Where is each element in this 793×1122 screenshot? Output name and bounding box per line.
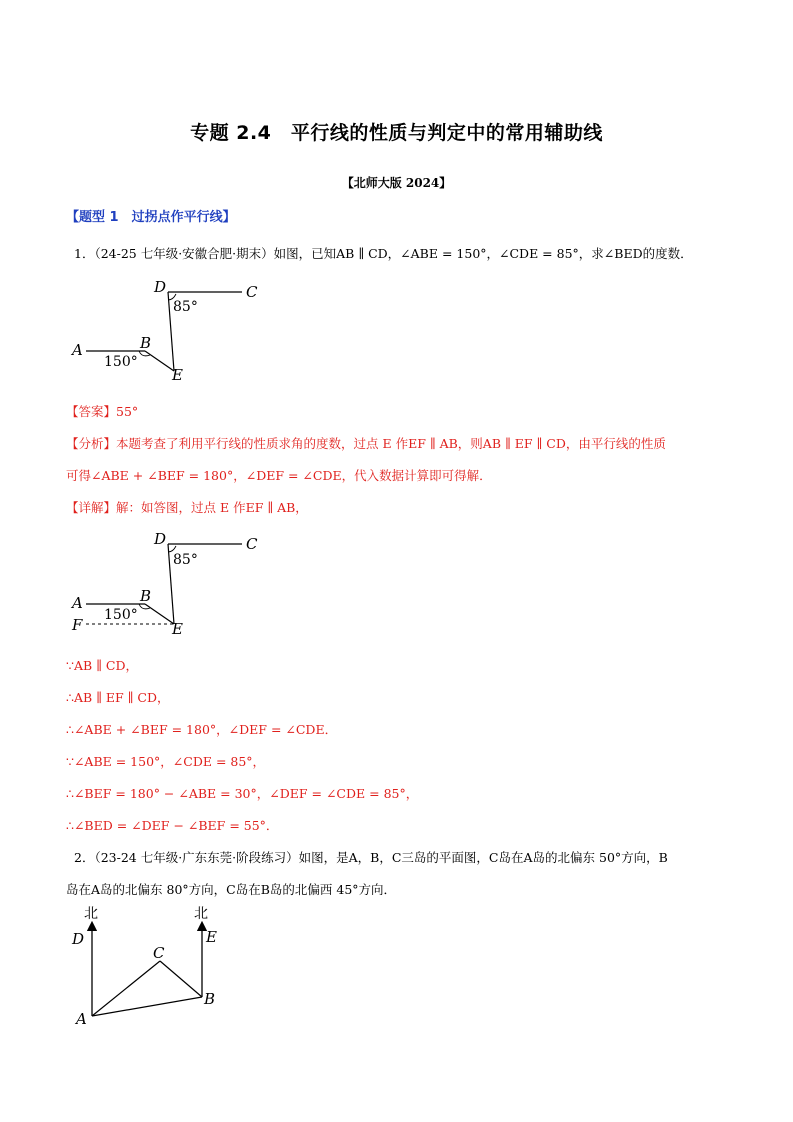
- label-angle-150: 150°: [104, 607, 138, 623]
- page-title: 专题 2.4 平行线的性质与判定中的常用辅助线: [190, 122, 603, 144]
- label-c: C: [153, 944, 165, 962]
- detail-intro: 【详解】解：如答图，过点 E 作EF ∥ AB，: [66, 500, 308, 515]
- analysis-line-2: 可得∠ABE + ∠BEF = 180°，∠DEF = ∠CDE，代入数据计算即可得解．: [66, 468, 492, 483]
- step-2: ∴AB ∥ EF ∥ CD，: [66, 690, 170, 705]
- figure-1: [70, 276, 270, 386]
- label-angle-85: 85°: [173, 552, 198, 568]
- label-b: B: [140, 587, 152, 605]
- label-a: A: [72, 341, 83, 359]
- label-d: D: [154, 278, 167, 296]
- label-e: E: [172, 366, 183, 384]
- edition-label: 【北师大版 2024】: [341, 176, 452, 190]
- section-heading: 【题型 1 过拐点作平行线】: [66, 210, 236, 225]
- label-d: D: [72, 930, 85, 948]
- label-e: E: [206, 928, 217, 946]
- figure-3: [70, 902, 250, 1027]
- label-f: F: [72, 616, 83, 634]
- label-a: A: [76, 1010, 87, 1028]
- line-ab: [92, 997, 202, 1016]
- label-c: C: [246, 535, 258, 553]
- label-b: B: [204, 990, 216, 1008]
- question-1-text: 1．（24-25 七年级·安徽合肥·期末）如图，已知AB ∥ CD，∠ABE = 150°，∠CDE = 85°，求∠BED的度数．: [74, 246, 693, 261]
- label-north-right: 北: [194, 906, 208, 922]
- label-a: A: [72, 594, 83, 612]
- step-6: ∴∠BED = ∠DEF − ∠BEF = 55°．: [66, 818, 279, 833]
- label-angle-85: 85°: [173, 299, 198, 315]
- label-e: E: [172, 620, 183, 638]
- label-north-left: 北: [84, 906, 98, 922]
- line-ac: [92, 961, 160, 1016]
- question-2-line-2: 岛在A岛的北偏东 80°方向，C岛在B岛的北偏西 45°方向．: [66, 882, 397, 897]
- label-d: D: [154, 530, 167, 548]
- analysis-line-1: 【分析】本题考查了利用平行线的性质求角的度数，过点 E 作EF ∥ AB，则AB ∥ EF ∥ CD，由平行线的性质: [66, 436, 666, 451]
- label-b: B: [140, 334, 152, 352]
- answer-text: 【答案】55°: [66, 404, 139, 419]
- step-5: ∴∠BEF = 180° − ∠ABE = 30°，∠DEF = ∠CDE = 85°，: [66, 786, 419, 801]
- figure-2: [70, 528, 270, 640]
- step-3: ∴∠ABE + ∠BEF = 180°，∠DEF = ∠CDE．: [66, 722, 338, 737]
- step-1: ∵AB ∥ CD，: [66, 658, 138, 673]
- line-cb: [160, 961, 202, 997]
- label-angle-150: 150°: [104, 354, 138, 370]
- question-2-line-1: 2．（23-24 七年级·广东东莞·阶段练习）如图，是A，B，C三岛的平面图，C岛在A岛的北偏东 50°方向，B: [74, 850, 668, 865]
- label-c: C: [246, 283, 258, 301]
- line-be: [145, 604, 174, 624]
- step-4: ∵∠ABE = 150°，∠CDE = 85°，: [66, 754, 266, 769]
- line-be: [145, 351, 174, 371]
